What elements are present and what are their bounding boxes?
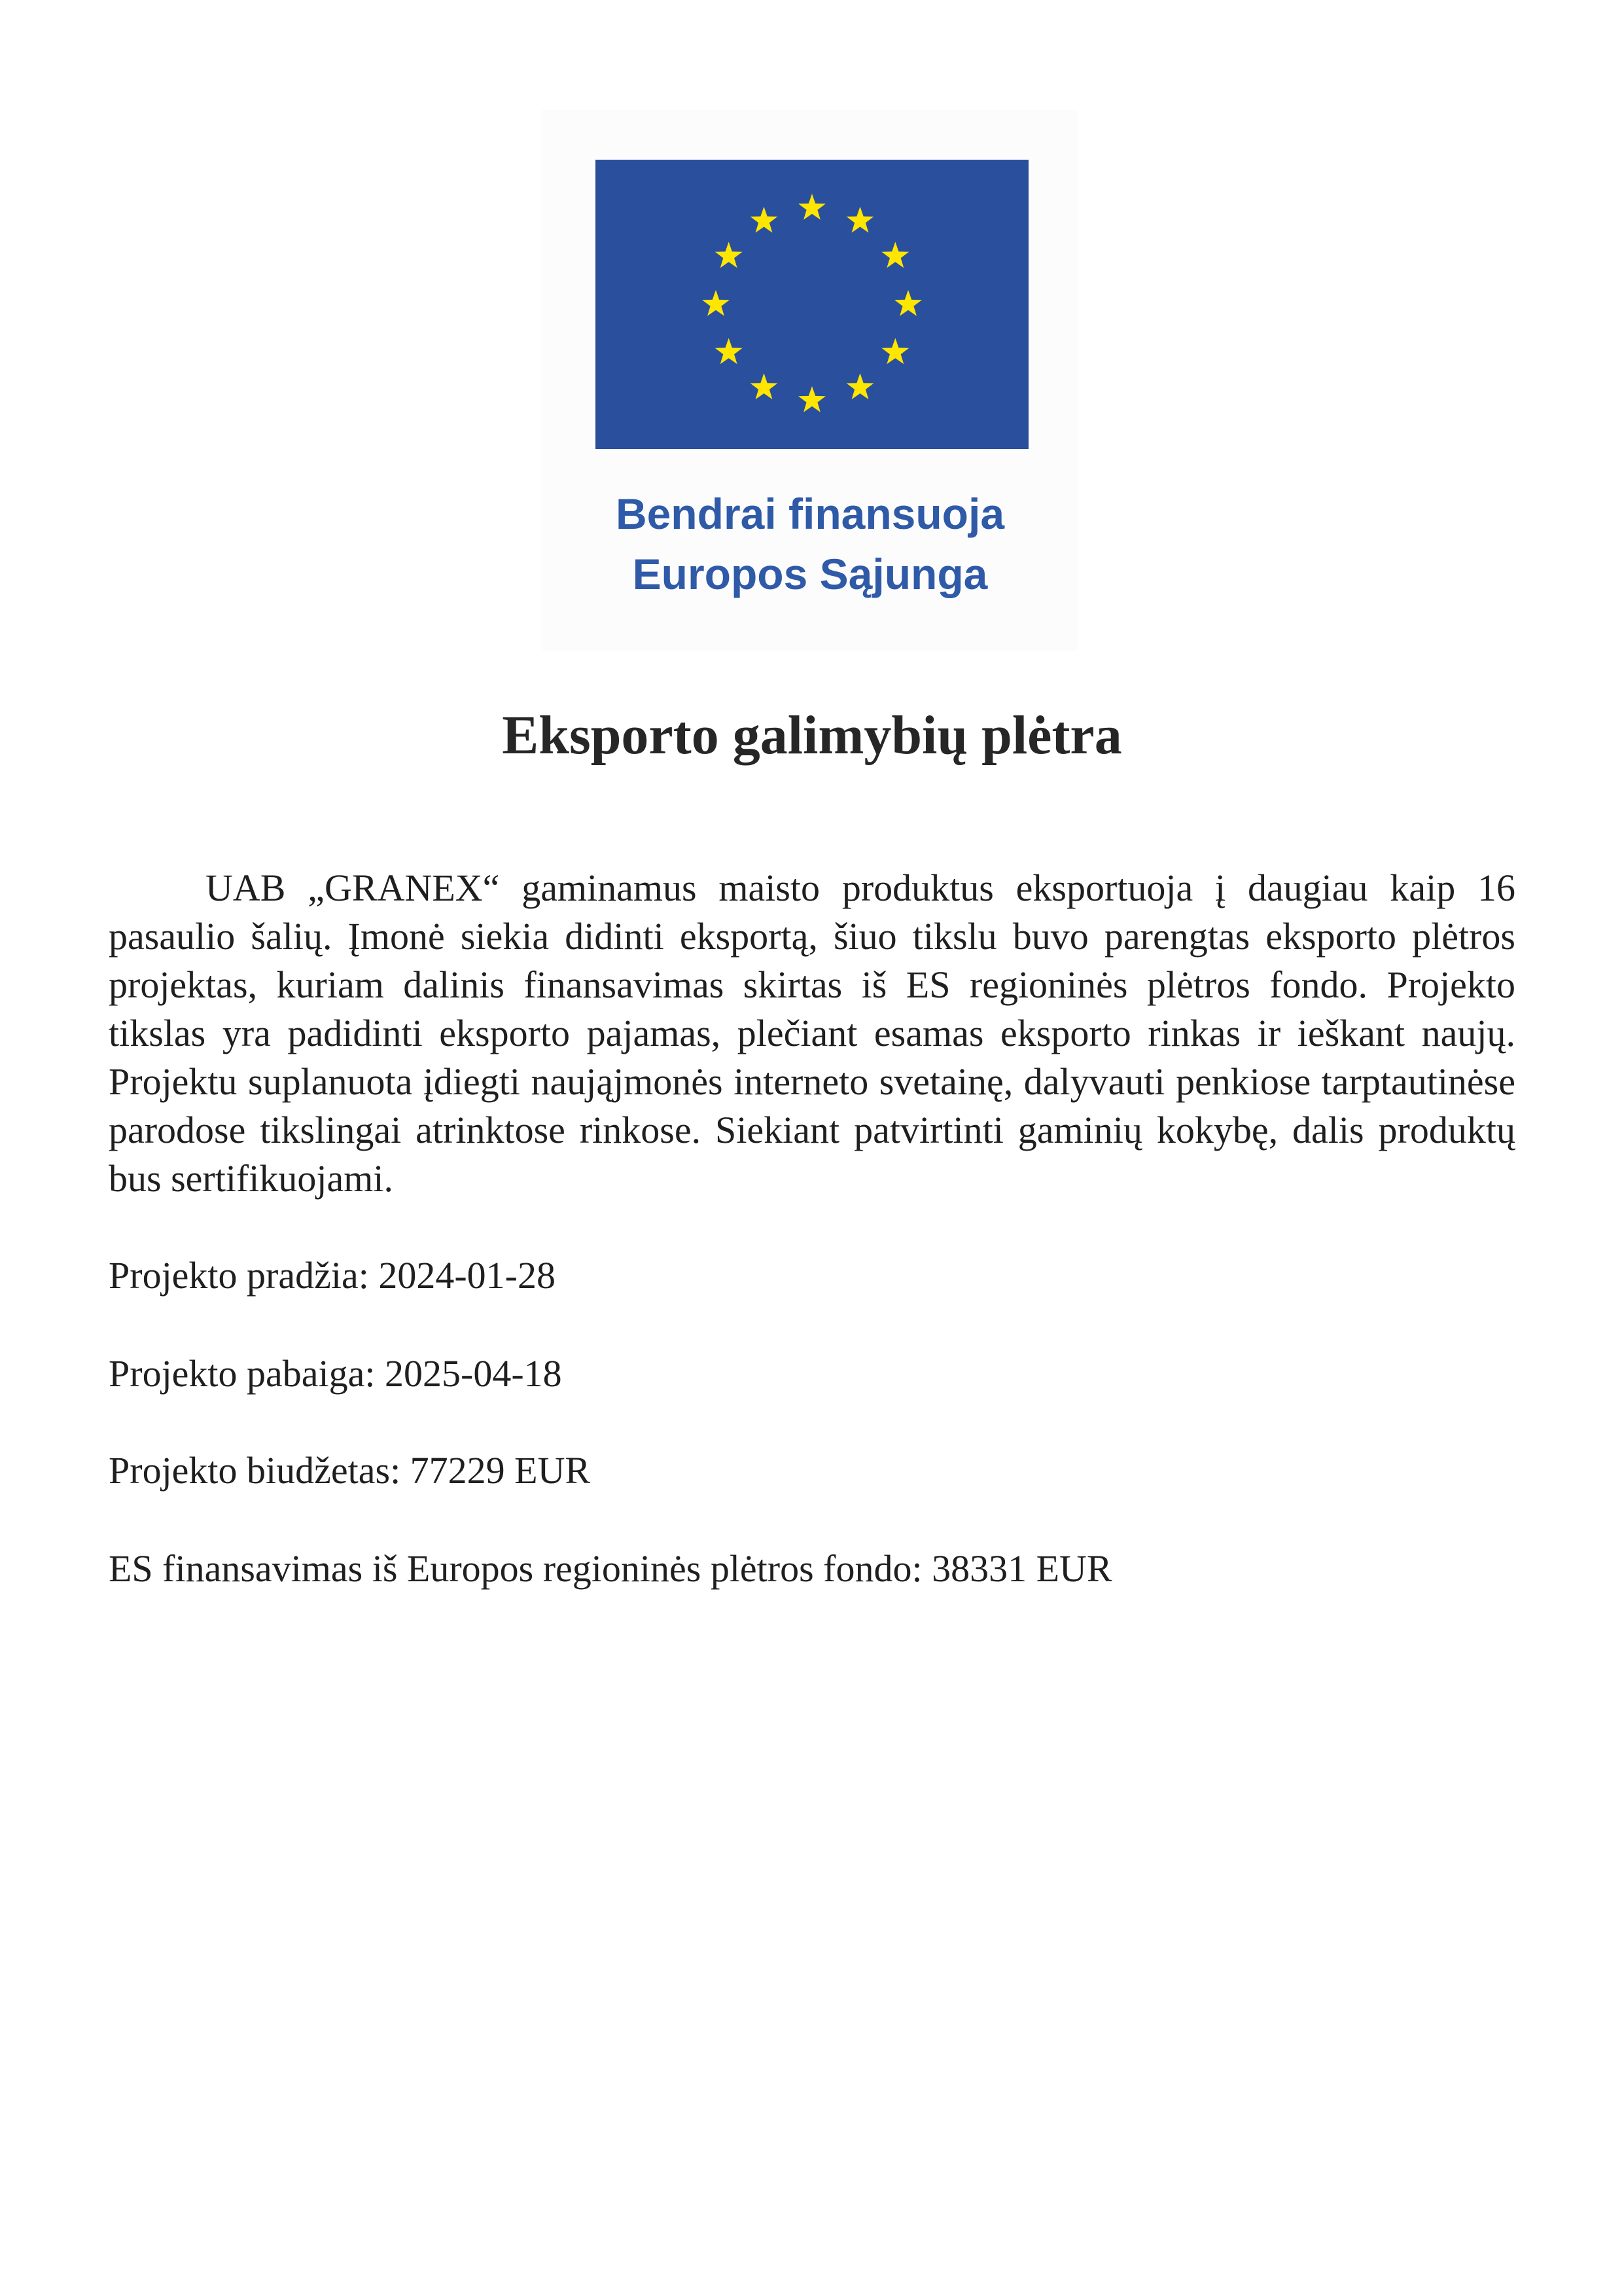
logo-text-line-1: Bendrai finansuoja xyxy=(615,490,1005,538)
eu-flag-icon xyxy=(595,160,1029,449)
eu-funding-amount: ES finansavimas iš Europos regioninės plėtros fondo: 38331 EUR xyxy=(109,1547,1112,1590)
project-description: UAB „GRANEX“ gaminamus maisto produktus eksportuoja į daugiau kaip 16 pasaulio šalių. Įmonė siekia didinti eksportą, šiuo tikslu buvo parengtas eksporto plėtros projektas, kuriam dalinis finansavimas skirtas iš ES regioninės plėtros fondo. Projekto tikslas yra padidinti eksporto pajamas, plečiant esamas eksporto rinkas ir ieškant naujų. Projektu suplanuota įdiegti naująjmonės interneto svetainę, dalyvauti penkiose tarptautinėse parodose tikslingai atrinktose rinkose. Siekiant patvirtinti gaminių kokybę, dalis produktų bus sertifikuojami. xyxy=(109,867,1515,1200)
project-budget: Projekto biudžetas: 77229 EUR xyxy=(109,1449,591,1492)
eu-funding-logo xyxy=(542,110,1078,651)
page-title: Eksporto galimybių plėtra xyxy=(502,705,1122,766)
logo-text-line-2: Europos Sąjunga xyxy=(632,550,988,598)
project-end-date: Projekto pabaiga: 2025-04-18 xyxy=(109,1352,562,1395)
project-start-date: Projekto pradžia: 2024-01-28 xyxy=(109,1254,556,1297)
